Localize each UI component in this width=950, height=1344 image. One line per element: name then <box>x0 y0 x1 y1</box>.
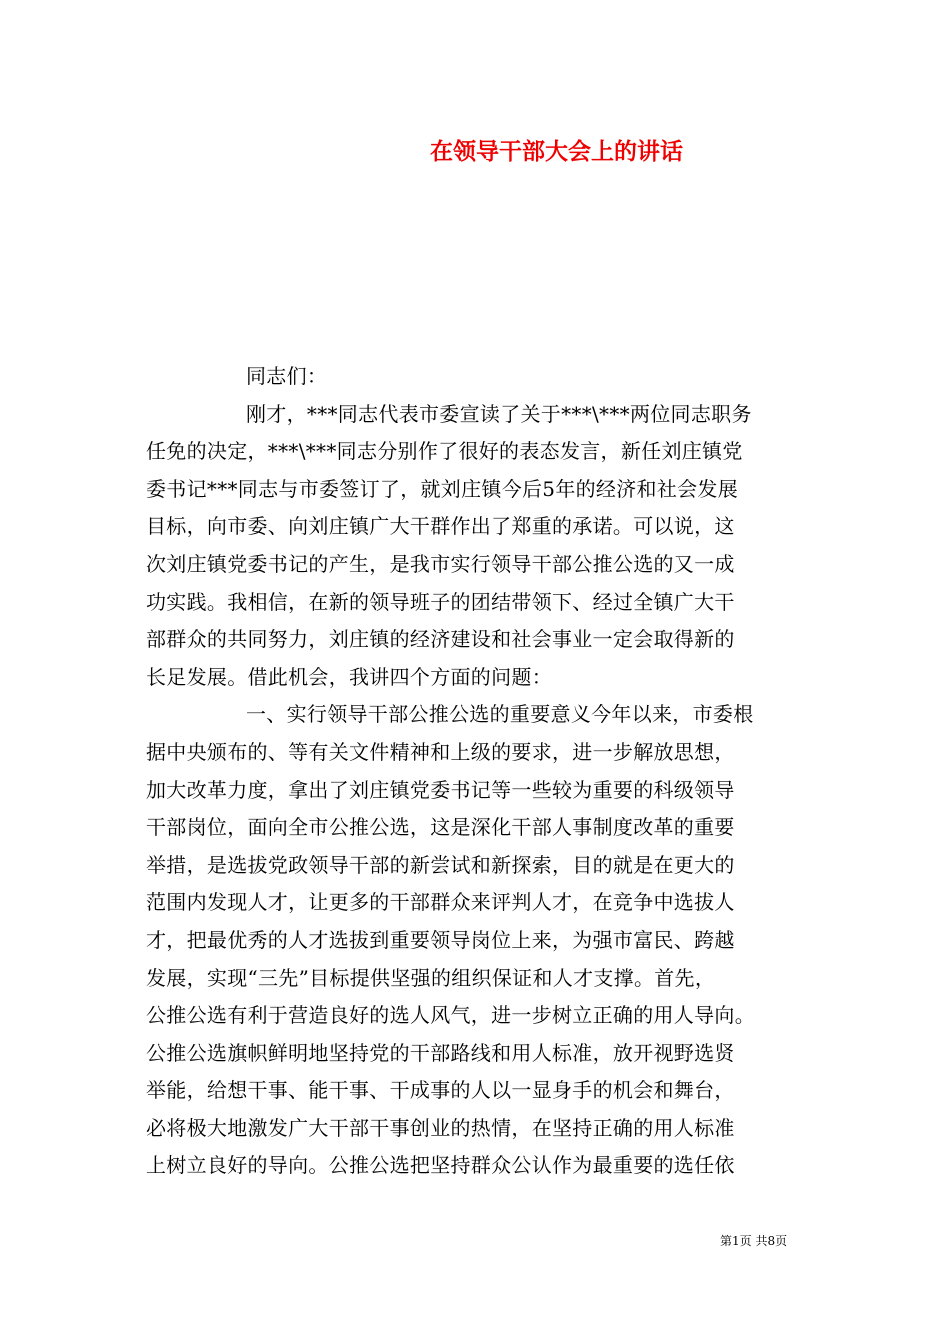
document-body <box>146 358 812 1185</box>
paragraph-line: 发展，实现“三先”目标提供坚强的组织保证和人才支撑。首先， <box>146 965 716 990</box>
paragraph-line: 公推公选旗帜鲜明地坚持党的干部路线和用人标准，放开视野选贤 <box>146 1040 735 1065</box>
paragraph-line: 必将极大地激发广大干部干事创业的热情，在坚持正确的用人标准 <box>146 1115 735 1140</box>
salutation-line: 同志们： <box>246 364 328 388</box>
paragraph-line: 长足发展。借此机会，我讲四个方面的问题： <box>146 664 552 689</box>
paragraph-line: 才，把最优秀的人才选拔到重要领导岗位上来，为强市富民、跨越 <box>146 927 735 952</box>
paragraph-line: 功实践。我相信，在新的领导班子的团结带领下、经过全镇广大干 <box>146 589 735 614</box>
paragraph-line: 次刘庄镇党委书记的产生，是我市实行领导干部公推公选的又一成 <box>146 551 735 576</box>
paragraph-line: 一、实行领导干部公推公选的重要意义今年以来，市委根 <box>246 702 754 727</box>
paragraph-line: 任免的决定，***\***同志分别作了很好的表态发言，新任刘庄镇党 <box>146 439 743 464</box>
paragraph-line: 刚才，***同志代表市委宣读了关于***\***两位同志职务 <box>246 401 752 426</box>
paragraph-line: 委书记***同志与市委签订了，就刘庄镇今后5年的经济和社会发展 <box>146 476 739 501</box>
paragraph-line: 上树立良好的导向。公推公选把坚持群众公认作为最重要的选任依 <box>146 1153 735 1178</box>
paragraph-line: 加大改革力度，拿出了刘庄镇党委书记等一些较为重要的科级领导 <box>146 777 735 802</box>
paragraph-line: 部群众的共同努力，刘庄镇的经济建设和社会事业一定会取得新的 <box>146 627 735 652</box>
paragraph-line: 据中央颁布的、等有关文件精神和上级的要求，进一步解放思想， <box>146 739 735 764</box>
paragraph-line: 举措，是选拔党政领导干部的新尝试和新探索，目的就是在更大的 <box>146 852 735 877</box>
paragraph-line: 目标，向市委、向刘庄镇广大干群作出了郑重的承诺。可以说，这 <box>146 514 735 539</box>
paragraph-line: 公推公选有利于营造良好的选人风气，进一步树立正确的用人导向。 <box>146 1003 755 1028</box>
paragraph-line: 举能，给想干事、能干事、干成事的人以一显身手的机会和舞台， <box>146 1078 735 1103</box>
paragraph-line: 范围内发现人才，让更多的干部群众来评判人才，在竞争中选拔人 <box>146 890 735 915</box>
page-footer: 第1页 共8页 <box>720 1234 788 1248</box>
document-title: 在领导干部大会上的讲话 <box>430 138 683 165</box>
paragraph-line: 干部岗位，面向全市公推公选，这是深化干部人事制度改革的重要 <box>146 815 735 840</box>
